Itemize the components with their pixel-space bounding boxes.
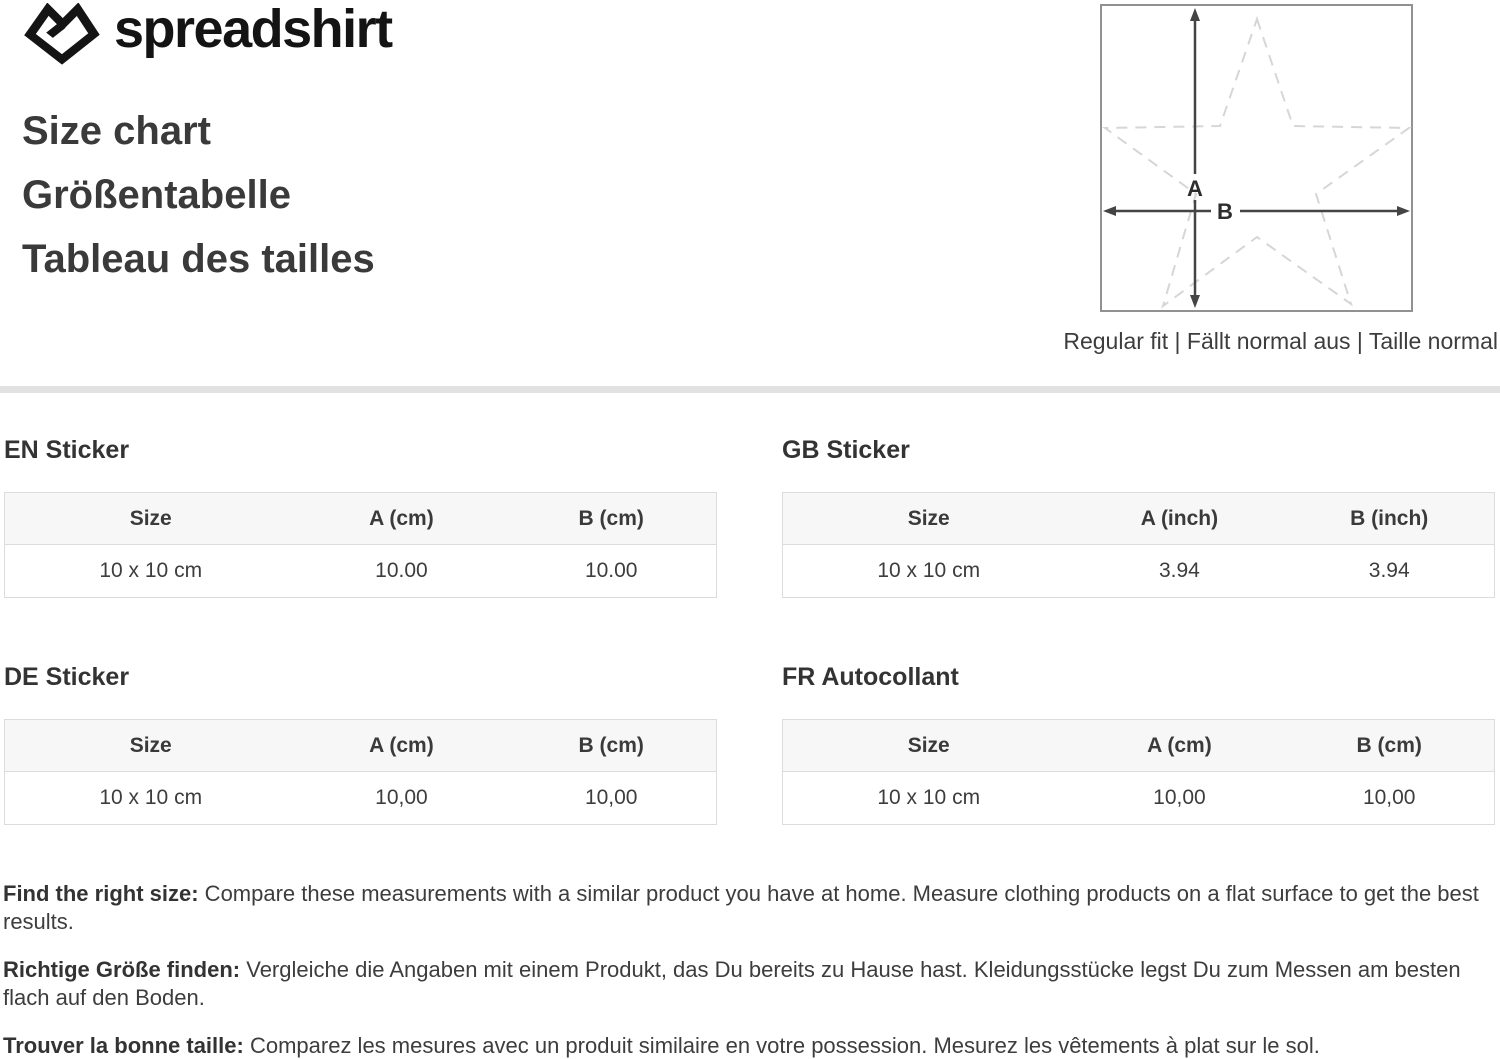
size-table-fr [782,719,1495,825]
col-header-b: B (cm) [506,720,716,772]
cell-b: 10,00 [506,772,716,825]
cell-a: 3.94 [1074,545,1284,598]
measuring-instructions [3,880,1497,1059]
page-title-fr: Tableau des tailles [22,237,375,281]
arrow-a-icon [1190,8,1200,308]
instruction-en-text: Compare these measurements with a similar product you have at home. Measure clothing products on a flat surface to get the best results. [3,881,1479,934]
col-header-b: B (cm) [1284,720,1494,772]
size-table-en [4,492,717,598]
page-title-de: Größentabelle [22,173,291,217]
cell-size: 10 x 10 cm [783,772,1075,825]
col-header-a: A (cm) [296,720,506,772]
table-row [5,772,717,825]
instruction-de-text: Vergleiche die Angaben mit einem Produkt, das Du bereits zu Hause hast. Kleidungsstücke legst Du zum Messen am besten flach auf den Boden. [3,957,1461,1010]
col-header-size: Size [783,720,1075,772]
table-row [783,772,1495,825]
table-heading-en: EN Sticker [4,436,130,464]
size-table-section-gb [782,436,1495,598]
instruction-de [3,956,1497,1012]
col-header-a: A (cm) [296,493,506,545]
col-header-size: Size [783,493,1075,545]
instruction-fr [3,1032,1497,1059]
star-outline-icon [1105,19,1409,306]
page-title [22,99,375,291]
size-table-section-fr [782,663,1495,825]
size-table-de [4,719,717,825]
table-heading-fr: FR Autocollant [782,663,959,691]
cell-b: 10,00 [1284,772,1494,825]
cell-a: 10,00 [1074,772,1284,825]
table-header-row [5,493,717,545]
instruction-fr-text: Comparez les mesures avec un produit similaire en votre possession. Mesurez les vêtements à plat sur le sol. [243,1033,1320,1058]
cell-size: 10 x 10 cm [783,545,1075,598]
instruction-en [3,880,1497,936]
cell-b: 10.00 [506,545,716,598]
col-header-size: Size [5,720,297,772]
instruction-de-lead: Richtige Größe finden: [3,957,241,982]
diagram-label-b: B [1217,199,1233,224]
size-tables-grid [4,436,1495,825]
page-title-en: Size chart [22,109,211,153]
col-header-size: Size [5,493,297,545]
table-header-row [783,720,1495,772]
cell-a: 10,00 [296,772,506,825]
diagram-label-a: A [1187,176,1203,201]
col-header-b: B (cm) [506,493,716,545]
brand-logo [23,0,392,65]
arrow-b-icon [1103,206,1410,216]
table-heading-de: DE Sticker [4,663,130,691]
table-header-row [783,493,1495,545]
fit-description: Regular fit | Fällt normal aus | Taille normal [1063,328,1498,354]
cell-a: 10.00 [296,545,506,598]
col-header-b: B (inch) [1284,493,1494,545]
section-divider [0,386,1500,393]
col-header-a: A (cm) [1074,720,1284,772]
measurement-diagram [1100,4,1413,312]
table-heading-gb: GB Sticker [782,436,910,464]
cell-size: 10 x 10 cm [5,545,297,598]
size-table-gb [782,492,1495,598]
brand-wordmark: spreadshirt [114,0,392,59]
size-table-section-en [4,436,717,598]
size-table-section-de [4,663,717,825]
table-row [5,545,717,598]
instruction-en-lead: Find the right size: [3,881,199,906]
sticker-measure-diagram-icon [1100,4,1413,312]
spreadshirt-heart-icon [23,3,101,65]
cell-size: 10 x 10 cm [5,772,297,825]
cell-b: 3.94 [1284,545,1494,598]
instruction-fr-lead: Trouver la bonne taille: [3,1033,244,1058]
table-row [783,545,1495,598]
col-header-a: A (inch) [1074,493,1284,545]
table-header-row [5,720,717,772]
